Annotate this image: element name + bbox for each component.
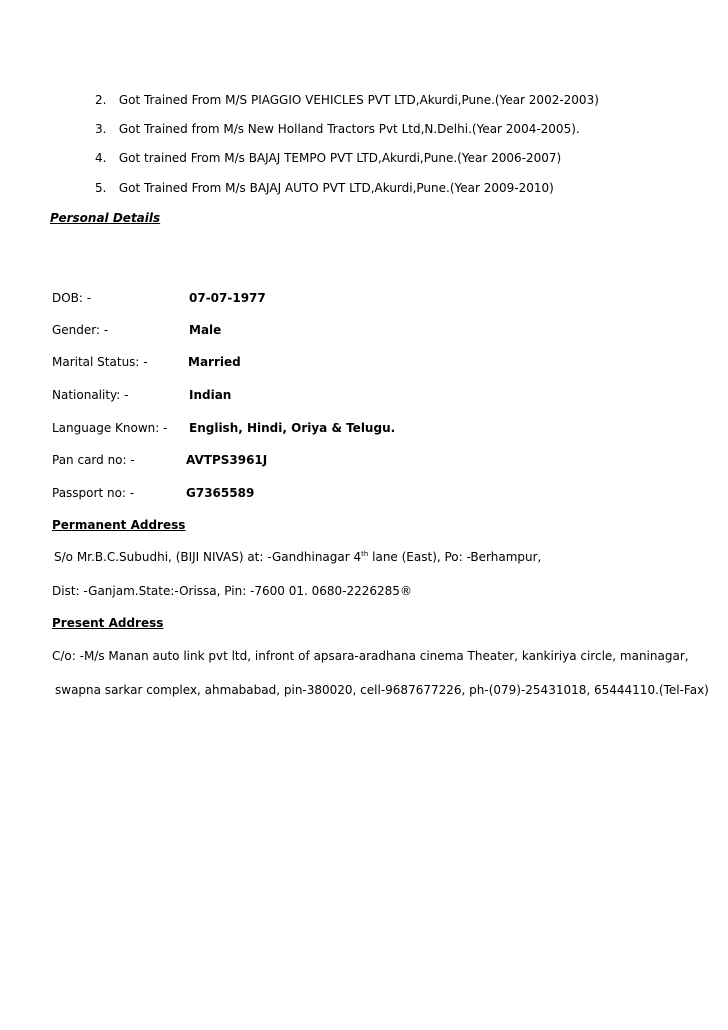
permanent-address-line-1 [54, 550, 541, 564]
permanent-address-text-b: lane (East), Po: -Berhampur, [368, 550, 542, 564]
nationality-label: Nationality: - [52, 388, 129, 402]
pan-card-label: Pan card no: - [52, 453, 135, 467]
present-address-line-1: C/o: -M/s Manan auto link pvt ltd, infront of apsara-aradhana cinema Theater, kankiriya circle, maninagar, [52, 649, 689, 663]
list-number: 3. [95, 122, 107, 136]
list-text: Got Trained From M/S PIAGGIO VEHICLES PVT LTD,Akurdi,Pune.(Year 2002-2003) [118, 93, 599, 107]
training-item [95, 122, 580, 136]
list-text: Got Trained from M/s New Holland Tractors Pvt Ltd,N.Delhi.(Year 2004-2005). [118, 122, 580, 136]
gender-label: Gender: - [52, 323, 109, 337]
list-number: 2. [95, 93, 107, 107]
nationality-value: Indian [189, 388, 232, 402]
language-label: Language Known: - [52, 421, 168, 435]
passport-label: Passport no: - [52, 486, 135, 500]
gender-value: Male [189, 323, 222, 337]
permanent-address-line-2: Dist: -Ganjam.State:-Orissa, Pin: -7600 01. 0680-2226285® [52, 584, 412, 598]
training-item [95, 181, 554, 195]
list-number: 4. [95, 151, 107, 165]
training-item [95, 93, 599, 107]
marital-status-label: Marital Status: - [52, 355, 148, 369]
passport-value: G7365589 [186, 486, 255, 500]
present-address-line-2: swapna sarkar complex, ahmababad, pin-380020, cell-9687677226, ph-(079)-25431018, 65444110.(Tel-Fax) [55, 683, 709, 697]
permanent-address-heading: Permanent Address [52, 518, 186, 532]
language-value: English, Hindi, Oriya & Telugu. [189, 421, 396, 435]
training-item [95, 151, 561, 165]
list-number: 5. [95, 181, 107, 195]
marital-status-value: Married [188, 355, 241, 369]
ordinal-suffix: th [361, 550, 369, 558]
list-text: Got trained From M/s BAJAJ TEMPO PVT LTD,Akurdi,Pune.(Year 2006-2007) [118, 151, 562, 165]
dob-label: DOB: - [52, 291, 92, 305]
pan-card-value: AVTPS3961J [186, 453, 268, 467]
present-address-heading: Present Address [52, 616, 164, 630]
dob-value: 07-07-1977 [189, 291, 266, 305]
personal-details-heading: Personal Details [50, 211, 161, 225]
permanent-address-text-a: S/o Mr.B.C.Subudhi, (BIJI NIVAS) at: -Gandhinagar 4 [54, 550, 362, 564]
list-text: Got Trained From M/s BAJAJ AUTO PVT LTD,Akurdi,Pune.(Year 2009-2010) [118, 181, 554, 195]
